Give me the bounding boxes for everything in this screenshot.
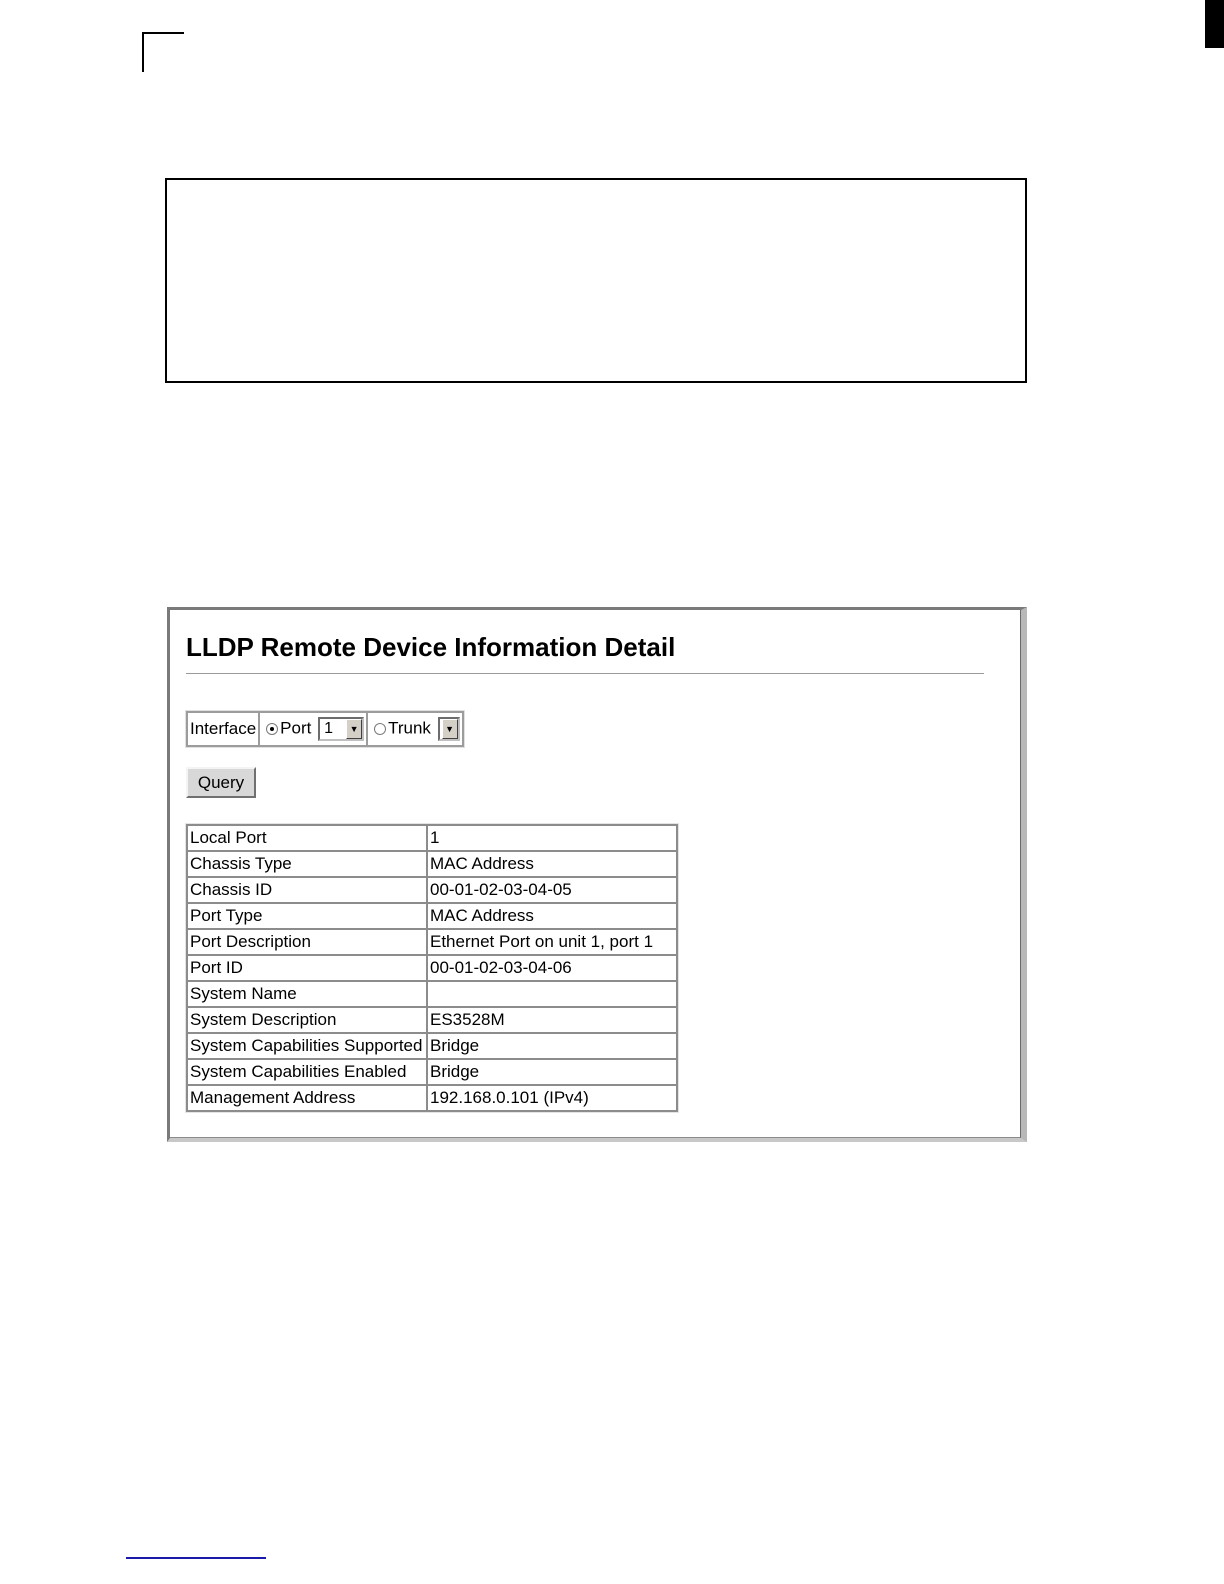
table-row [187,955,677,981]
detail-key: Chassis Type [187,851,427,877]
table-row [187,981,677,1007]
detail-value: 192.168.0.101 (IPv4) [427,1085,677,1111]
port-radio-label: Port [280,718,312,738]
footer-rule [126,1557,266,1559]
chevron-down-icon[interactable]: ▼ [442,719,458,739]
detail-value: 00-01-02-03-04-05 [427,877,677,903]
detail-key: Management Address [187,1085,427,1111]
detail-key: System Name [187,981,427,1007]
interface-label: Interface [187,712,259,746]
port-option-cell [259,712,367,746]
query-button[interactable]: Query [186,767,256,798]
table-row [187,851,677,877]
detail-value: Ethernet Port on unit 1, port 1 [427,929,677,955]
page-edge-tab [1205,0,1224,48]
detail-key: Local Port [187,825,427,851]
detail-value: 1 [427,825,677,851]
port-radio[interactable] [266,723,278,735]
table-row [187,1007,677,1033]
detail-value: Bridge [427,1059,677,1085]
detail-key: System Description [187,1007,427,1033]
table-row [187,877,677,903]
table-row [187,929,677,955]
page-title: LLDP Remote Device Information Detail [186,632,676,662]
port-select[interactable] [318,717,364,741]
detail-key: System Capabilities Enabled [187,1059,427,1085]
chevron-down-icon[interactable]: ▼ [346,719,362,739]
title-divider [186,673,984,675]
trunk-select[interactable] [438,717,460,741]
detail-value: 00-01-02-03-04-06 [427,955,677,981]
detail-key: Port Description [187,929,427,955]
detail-key: Port Type [187,903,427,929]
detail-key: Chassis ID [187,877,427,903]
interface-selector [186,711,464,747]
remote-device-detail-table [186,824,678,1112]
detail-value [427,981,677,1007]
table-row [187,1033,677,1059]
table-row [187,825,677,851]
trunk-radio-label: Trunk [388,718,431,738]
lldp-detail-window [167,607,1027,1142]
table-row [187,903,677,929]
trunk-option-cell [367,712,463,746]
trunk-radio[interactable] [374,723,386,735]
table-row [187,1059,677,1085]
port-select-value: 1 [324,720,333,737]
detail-value: MAC Address [427,903,677,929]
crop-mark-horizontal [142,32,184,34]
detail-key: Port ID [187,955,427,981]
detail-key: System Capabilities Supported [187,1033,427,1059]
detail-value: ES3528M [427,1007,677,1033]
detail-value: MAC Address [427,851,677,877]
detail-value: Bridge [427,1033,677,1059]
table-row [187,1085,677,1111]
crop-mark-vertical [142,32,144,72]
empty-document-box [165,178,1027,383]
